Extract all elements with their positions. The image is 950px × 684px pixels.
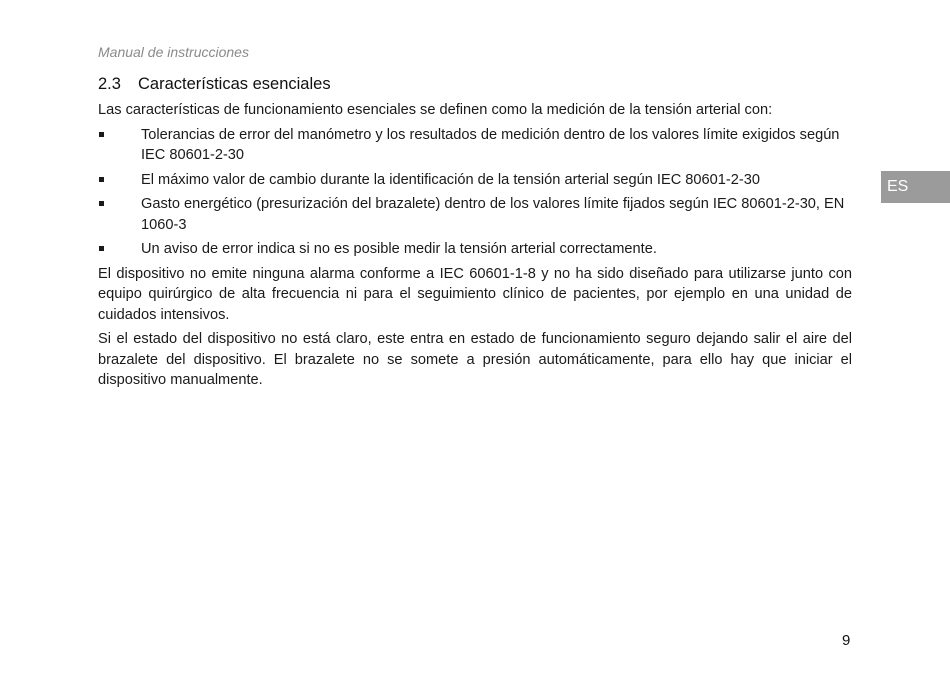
section-title: Características esenciales — [138, 75, 331, 93]
list-item-text: El máximo valor de cambio durante la identificación de la tensión arterial según IEC 80601-2-30 — [141, 171, 760, 188]
square-bullet-icon — [99, 177, 104, 182]
section-heading — [98, 75, 331, 94]
intro-paragraph: Las características de funcionamiento esenciales se definen como la medición de la tensión arterial con: — [98, 102, 773, 118]
language-tab: ES — [881, 171, 950, 203]
square-bullet-icon — [99, 246, 104, 251]
list-item-text: Un aviso de error indica si no es posible medir la tensión arterial correctamente. — [141, 241, 657, 257]
list-item — [98, 170, 852, 191]
characteristics-list — [98, 125, 852, 260]
section-body — [98, 100, 852, 395]
list-item-text: Gasto energético (presurización del brazalete) dentro de los valores límite fijados según IEC 80601-2-30, EN 1060-3 — [141, 196, 845, 233]
safe-state-paragraph: Si el estado del dispositivo no está claro, este entra en estado de funcionamiento seguro dejando salir el aire del brazalete del dispositivo. El brazalete no se somete a presión automáticamente, para ello hay que iniciar el dispositivo manualmente. — [98, 331, 852, 388]
section-number: 2.3 — [98, 75, 121, 93]
list-item-text: Tolerancias de error del manómetro y los resultados de medición dentro de los valores límite exigidos según IEC 80601-2-30 — [141, 126, 840, 163]
alarm-paragraph: El dispositivo no emite ninguna alarma conforme a IEC 60601-1-8 y no ha sido diseñado para utilizarse junto con equipo quirúrgico de alta frecuencia ni para el seguimiento clínico de pacientes, por ejemplo en una unidad de cuidados intensivos. — [98, 265, 852, 323]
list-item — [98, 239, 852, 260]
list-item — [98, 125, 852, 166]
square-bullet-icon — [99, 201, 104, 206]
list-item — [98, 194, 852, 235]
square-bullet-icon — [99, 132, 104, 137]
page-number: 9 — [842, 632, 851, 649]
running-header: Manual de instrucciones — [98, 44, 249, 60]
